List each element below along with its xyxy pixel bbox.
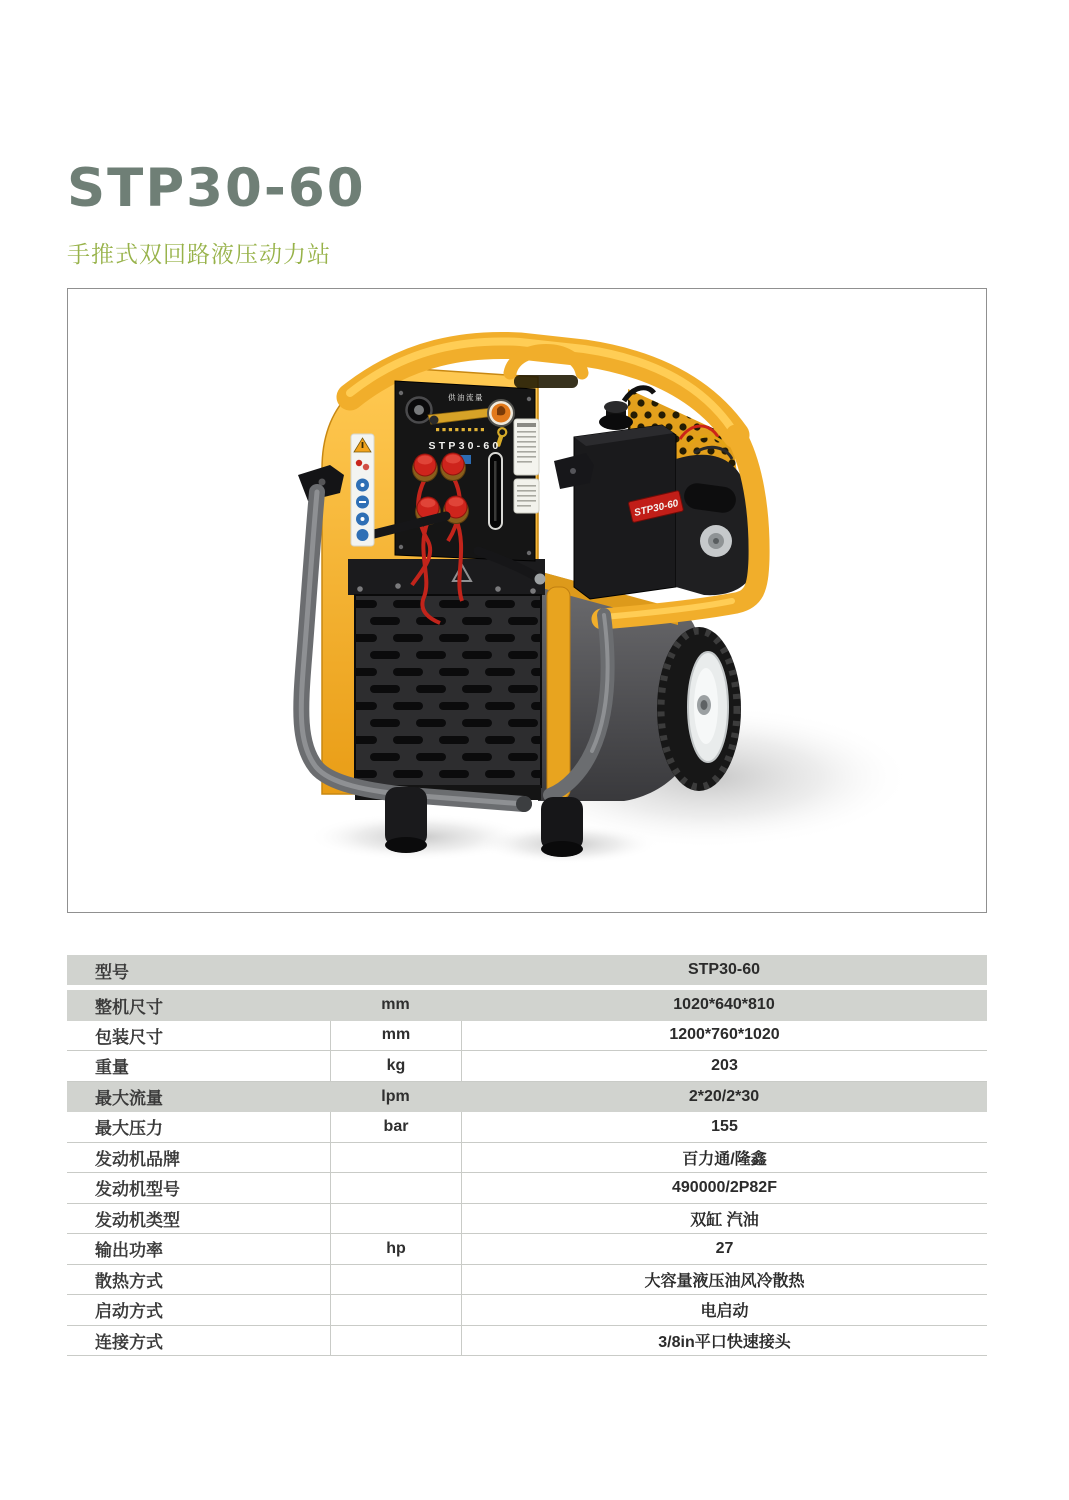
spec-unit: hp [330, 1234, 461, 1264]
spec-value: 双缸 汽油 [461, 1204, 987, 1234]
spec-unit: lpm [381, 1087, 410, 1105]
spec-label: 重量 [95, 1058, 129, 1078]
spec-value: 27 [461, 1234, 987, 1264]
table-row [67, 1295, 987, 1326]
spec-value: 1200*760*1020 [461, 1021, 987, 1051]
table-row [67, 1173, 987, 1204]
spec-label: 型号 [95, 962, 129, 982]
page-title: STP30-60 [67, 158, 366, 219]
spec-unit: kg [330, 1051, 461, 1081]
product-photo-frame [67, 288, 987, 913]
spec-label: 输出功率 [95, 1241, 163, 1261]
spec-label: 整机尺寸 [95, 997, 163, 1017]
spec-value: 203 [461, 1051, 987, 1081]
spec-label: 散热方式 [95, 1271, 163, 1291]
spec-value: 大容量液压油风冷散热 [461, 1265, 987, 1295]
table-row [67, 1234, 987, 1265]
spec-unit: mm [381, 996, 410, 1014]
spec-label: 最大流量 [95, 1089, 163, 1109]
table-row-model [67, 955, 987, 985]
product-photo [68, 289, 986, 912]
table-row [67, 1326, 987, 1357]
table-row [67, 1051, 987, 1082]
spec-unit: bar [330, 1112, 461, 1142]
flow-knob-icon [407, 398, 432, 423]
spec-label: 发动机品牌 [95, 1149, 180, 1169]
spec-value: 2*20/2*30 [688, 1087, 760, 1105]
spec-unit [330, 1143, 461, 1173]
spec-label: 发动机型号 [95, 1180, 180, 1200]
spec-unit [330, 1265, 461, 1295]
spec-unit [330, 1295, 461, 1325]
table-row [67, 1112, 987, 1143]
spec-value: 3/8in平口快速接头 [461, 1326, 987, 1356]
spec-unit [330, 955, 461, 985]
warning-sticker-strip [351, 434, 374, 546]
spec-unit [330, 1204, 461, 1234]
spec-unit: mm [330, 1021, 461, 1051]
instruction-labels [514, 419, 539, 513]
table-row [67, 1082, 987, 1113]
table-row [67, 1265, 987, 1296]
panel-model-label: STP30-60 [428, 440, 502, 452]
table-row [67, 1204, 987, 1235]
spec-unit [330, 1173, 461, 1203]
table-row [67, 990, 987, 1021]
page-subtitle: 手推式双回路液压动力站 [67, 241, 331, 267]
table-row [67, 1143, 987, 1174]
spec-unit [330, 1326, 461, 1356]
spec-label: 启动方式 [95, 1302, 163, 1322]
spec-label: 最大压力 [95, 1119, 163, 1139]
tank-sticker-text: STP30-60 [633, 498, 680, 519]
panel-flow-label: 供油流量 [448, 393, 484, 402]
spec-label: 包装尺寸 [95, 1027, 163, 1047]
temp-gauge-icon [488, 400, 514, 426]
spec-value: 电启动 [461, 1295, 987, 1325]
spec-label: 连接方式 [95, 1332, 163, 1352]
frame-front-right-leg [547, 587, 570, 799]
machine-wheel [657, 627, 741, 791]
spec-value: 1020*640*810 [673, 996, 775, 1014]
table-row [67, 1021, 987, 1052]
spec-value: 百力通/隆鑫 [461, 1143, 987, 1173]
spec-value: 490000/2P82F [461, 1173, 987, 1203]
spec-table [67, 955, 987, 1356]
spec-value: 155 [461, 1112, 987, 1142]
spec-label: 发动机类型 [95, 1210, 180, 1230]
spec-value: STP30-60 [687, 961, 761, 978]
radiator-grille [348, 559, 545, 800]
